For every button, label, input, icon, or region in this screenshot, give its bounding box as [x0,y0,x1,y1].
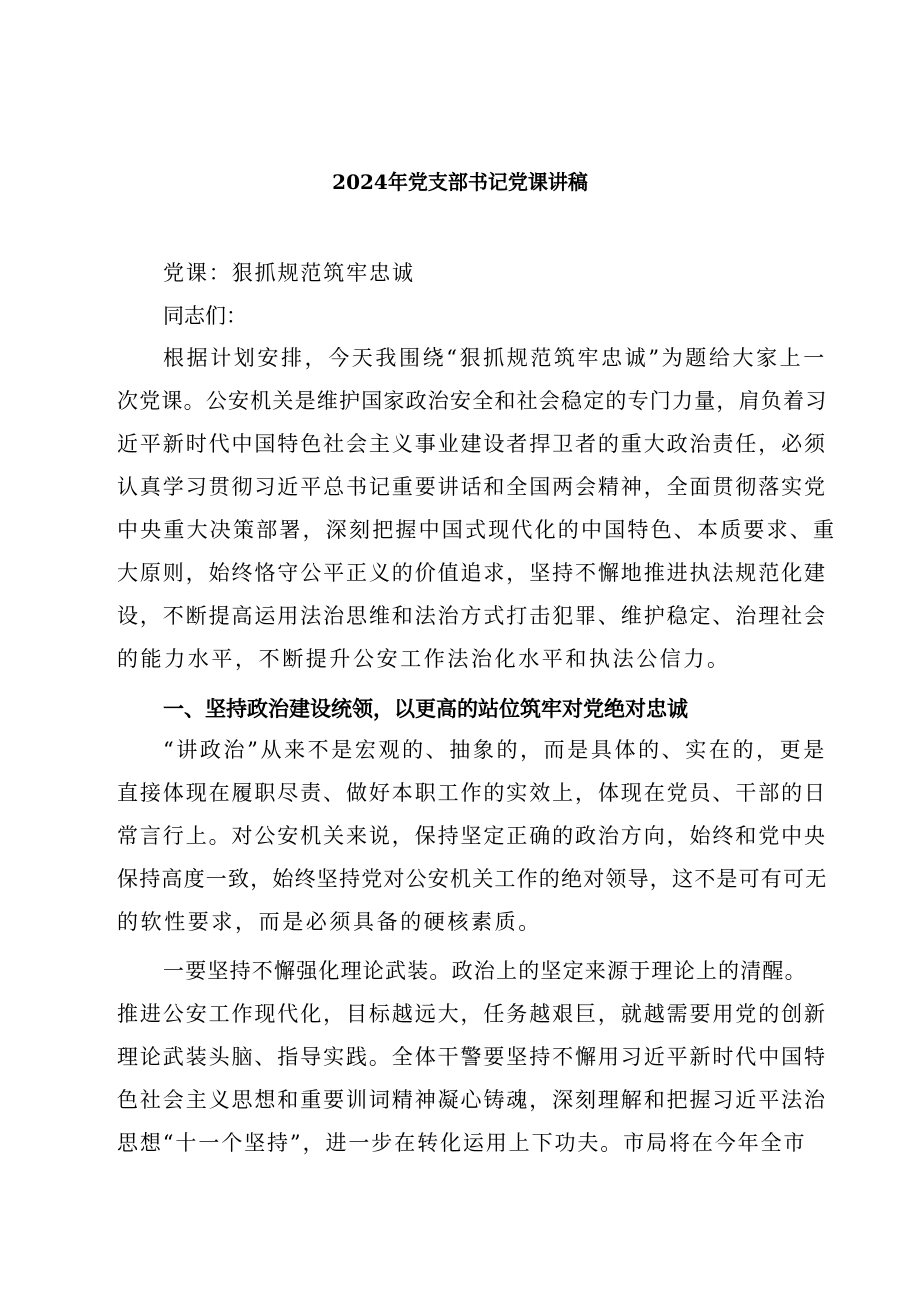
section-heading: 一、坚持政治建设统领，以更高的站位筑牢对党绝对忠诚 [163,697,688,721]
paragraph-line: 常言行上。对公安机关来说，保持坚定正确的政治方向，始终和党中央 [117,824,827,848]
paragraph-line: 一要坚持不懈强化理论武装。政治上的坚定来源于理论上的清醒。 [163,959,807,983]
lecture-subtitle: 党课：狠抓规范筑牢忠诚 [163,261,415,285]
paragraph-line: 大原则，始终恪守公平正义的价值追求，坚持不懈地推进执法规范化建 [117,561,827,585]
paragraph-line: 保持高度一致，始终坚持党对公安机关工作的绝对领导，这不是可有可无 [117,867,828,891]
paragraph-line: 色社会主义思想和重要训词精神凝心铸魂，深刻理解和把握习近平法治 [117,1088,827,1112]
salutation: 同志们： [163,304,247,328]
paragraph-line: 根据计划安排，今天我围绕“狠抓规范筑牢忠诚”为题给大家上一 [163,346,827,370]
paragraph-line: 近平新时代中国特色社会主义事业建设者捍卫者的重大政治责任，必须 [117,432,827,456]
paragraph-line: 次党课。公安机关是维护国家政治安全和社会稳定的专门力量，肩负着习 [117,389,828,413]
paragraph-line: 直接体现在履职尽责、做好本职工作的实效上，体现在党员、干部的日 [117,781,827,805]
paragraph-line: 思想“十一个坚持”，进一步在转化运用上下功夫。市局将在今年全市 [117,1131,807,1155]
paragraph-line: 的能力水平，不断提升公安工作法治化水平和执法公信力。 [117,647,731,671]
paragraph-line: 理论武装头脑、指导实践。全体干警要坚持不懈用习近平新时代中国特 [117,1045,827,1069]
paragraph-line: “讲政治”从来不是宏观的、抽象的，而是具体的、实在的，更是 [163,738,827,762]
document-title: 2024年党支部书记党课讲稿 [332,170,588,194]
paragraph-line: 的软性要求，而是必须具备的硬核素质。 [117,910,542,934]
paragraph-line: 认真学习贯彻习近平总书记重要讲话和全国两会精神，全面贯彻落实党 [117,475,827,499]
paragraph-line: 设，不断提高运用法治思维和法治方式打击犯罪、维护稳定、治理社会 [117,604,827,628]
paragraph-line: 推进公安工作现代化，目标越远大，任务越艰巨，就越需要用党的创新 [117,1002,827,1026]
paragraph-line: 中央重大决策部署，深刻把握中国式现代化的中国特色、本质要求、重 [117,518,837,542]
